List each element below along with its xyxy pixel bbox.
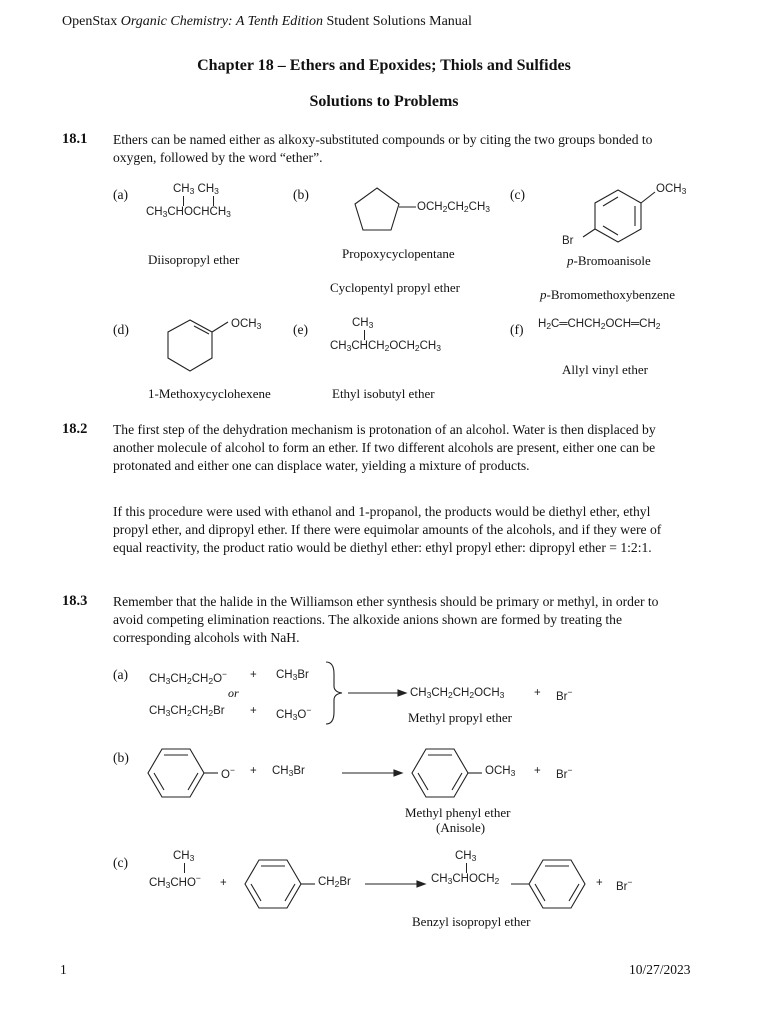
bromide-ion: Br− [616, 877, 633, 893]
methoxy-group-c: $OCH_3$ [656, 183, 687, 196]
bromide-ion: Br− [556, 687, 573, 703]
bromide-ion: Br− [556, 765, 573, 781]
footer-date: 10/27/2023 [629, 962, 691, 977]
label-18-1-f: (f) [510, 322, 524, 337]
plus-sign: + [250, 705, 257, 717]
or-text: or [228, 686, 239, 700]
plus-sign: + [534, 687, 541, 699]
label-18-3-a: (a) [113, 667, 129, 682]
phenoxide-ring [148, 747, 228, 799]
label-18-3-c: (c) [113, 855, 129, 870]
name-cyclopentyl-propyl-ether: Cyclopentyl propyl ether [330, 280, 460, 295]
problem-18-2-text-1: The first step of the dehydration mechanism is protonation of an alcohol. Water is then displaced by another molecule of alcohol to form an ether. If two different alcohols are present, either one can be protonated and either one can displace water, yielding a mixture of products. [113, 422, 656, 473]
problem-18-1-text: Ethers can be named either as alkoxy-substituted compounds or by citing the two groups bonded to oxygen, followed by the word “ether”. [113, 132, 653, 165]
problem-18-2-text-2: If this procedure were used with ethanol and 1-propanol, the products would be diethyl ether, ethyl propyl ether, and dipropyl ether. If there were equimolar amounts of the alcohols, and if they were of equal reactivity, the product ratio would be diethyl ether: ethyl propyl ether: dipropyl ether = 1:2:1. [113, 504, 662, 555]
name-propoxycyclopentane: Propoxycyclopentane [342, 246, 455, 261]
name-p-bromoanisole: p-Bromoanisole [567, 253, 651, 268]
problem-18-3-text: Remember that the halide in the Williamson ether synthesis should be primary or methyl, in order to avoid competing elimination reactions. The alkoxide anions shown are formed by treating the corresponding alcohols with NaH. [113, 594, 659, 645]
product-benzyl-isopropyl-ether: $CH_3$ $CH_3CHOCH_2$ [431, 850, 500, 886]
name-allyl-vinyl-ether: Allyl vinyl ether [562, 362, 648, 377]
problem-number-18-2: 18.2 [62, 421, 88, 437]
bromomethyl-group: $CH_2Br$ [318, 876, 351, 889]
bromo-substituent: Br [562, 235, 574, 247]
plus-sign: + [596, 877, 603, 889]
name-methyl-propyl-ether: Methyl propyl ether [408, 710, 512, 725]
name-anisole: (Anisole) [436, 820, 486, 835]
plus-sign: + [534, 765, 541, 777]
name-methyl-phenyl-ether: Methyl phenyl ether [405, 805, 511, 820]
book-title: Organic Chemistry: A Tenth Edition [120, 14, 323, 29]
reactant-isopropoxide: $CH_3$ $CH_3CHO^-$ [149, 850, 201, 890]
label-18-3-b: (b) [113, 750, 129, 765]
name-benzyl-isopropyl-ether: Benzyl isopropyl ether [412, 914, 531, 929]
label-18-1-c: (c) [510, 187, 526, 202]
propoxy-group: $OCH_2CH_2CH_3$ [417, 201, 491, 214]
name-p-bromomethoxybenzene: p-Bromomethoxybenzene [540, 287, 676, 302]
structure-diisopropyl-ether: $CH_3$ $CH_3$ $CH_3CHOCHCH_3$ [146, 183, 231, 219]
reaction-arrow-c [365, 879, 427, 889]
running-header: OpenStax Organic Chemistry: A Tenth Edition Student Solutions Manual [62, 14, 472, 29]
name-ethyl-isobutyl-ether: Ethyl isobutyl ether [332, 386, 435, 401]
anisole-ring [412, 747, 492, 799]
plus-sign: + [250, 765, 257, 777]
reactant-methyl-bromide: $CH_3Br$ [276, 669, 309, 682]
benzyl-bromide-ring [245, 858, 325, 910]
reactant-propoxide: $CH_3CH_2CH_2O^-$ [149, 669, 227, 686]
label-18-1-e: (e) [293, 322, 309, 337]
cyclopentane-ring [352, 186, 402, 232]
reactant-methyl-bromide-b: $CH_3Br$ [272, 765, 305, 778]
reactant-propyl-bromide: $CH_3CH_2CH_2Br$ [149, 705, 225, 718]
brace-and-reaction-arrow-a [322, 660, 412, 726]
bromobenzene-ring [583, 186, 653, 246]
page-number: 1 [60, 962, 67, 977]
label-18-1-d: (d) [113, 322, 129, 337]
plus-sign: + [220, 877, 227, 889]
reactant-methoxide: $CH_3O^-$ [276, 705, 312, 722]
plus-sign: + [250, 669, 257, 681]
label-18-1-a: (a) [113, 187, 129, 202]
name-diisopropyl-ether: Diisopropyl ether [148, 252, 240, 267]
structure-ethyl-isobutyl-ether: $CH_3$ $CH_3CHCH_2OCH_2CH_3$ [330, 317, 441, 353]
structure-allyl-vinyl-ether: $H_2C═CHCH_2OCH═CH_2$ [538, 318, 661, 331]
section-title: Solutions to Problems [309, 93, 459, 110]
phenoxide-oxygen: O− [221, 765, 235, 781]
benzyl-ring-product [519, 858, 589, 910]
label-18-1-b: (b) [293, 187, 309, 202]
chapter-title: Chapter 18 – Ethers and Epoxides; Thiols and Sulfides [197, 57, 571, 74]
name-1-methoxycyclohexene: 1-Methoxycyclohexene [148, 386, 271, 401]
reaction-arrow-b [342, 768, 404, 778]
product-methyl-propyl-ether: $CH_3CH_2CH_2OCH_3$ [410, 687, 505, 700]
problem-number-18-3: 18.3 [62, 593, 88, 609]
methoxy-group-d: $OCH_3$ [231, 318, 262, 331]
methoxy-group-b: $OCH_3$ [485, 765, 516, 778]
problem-number-18-1: 18.1 [62, 131, 88, 147]
